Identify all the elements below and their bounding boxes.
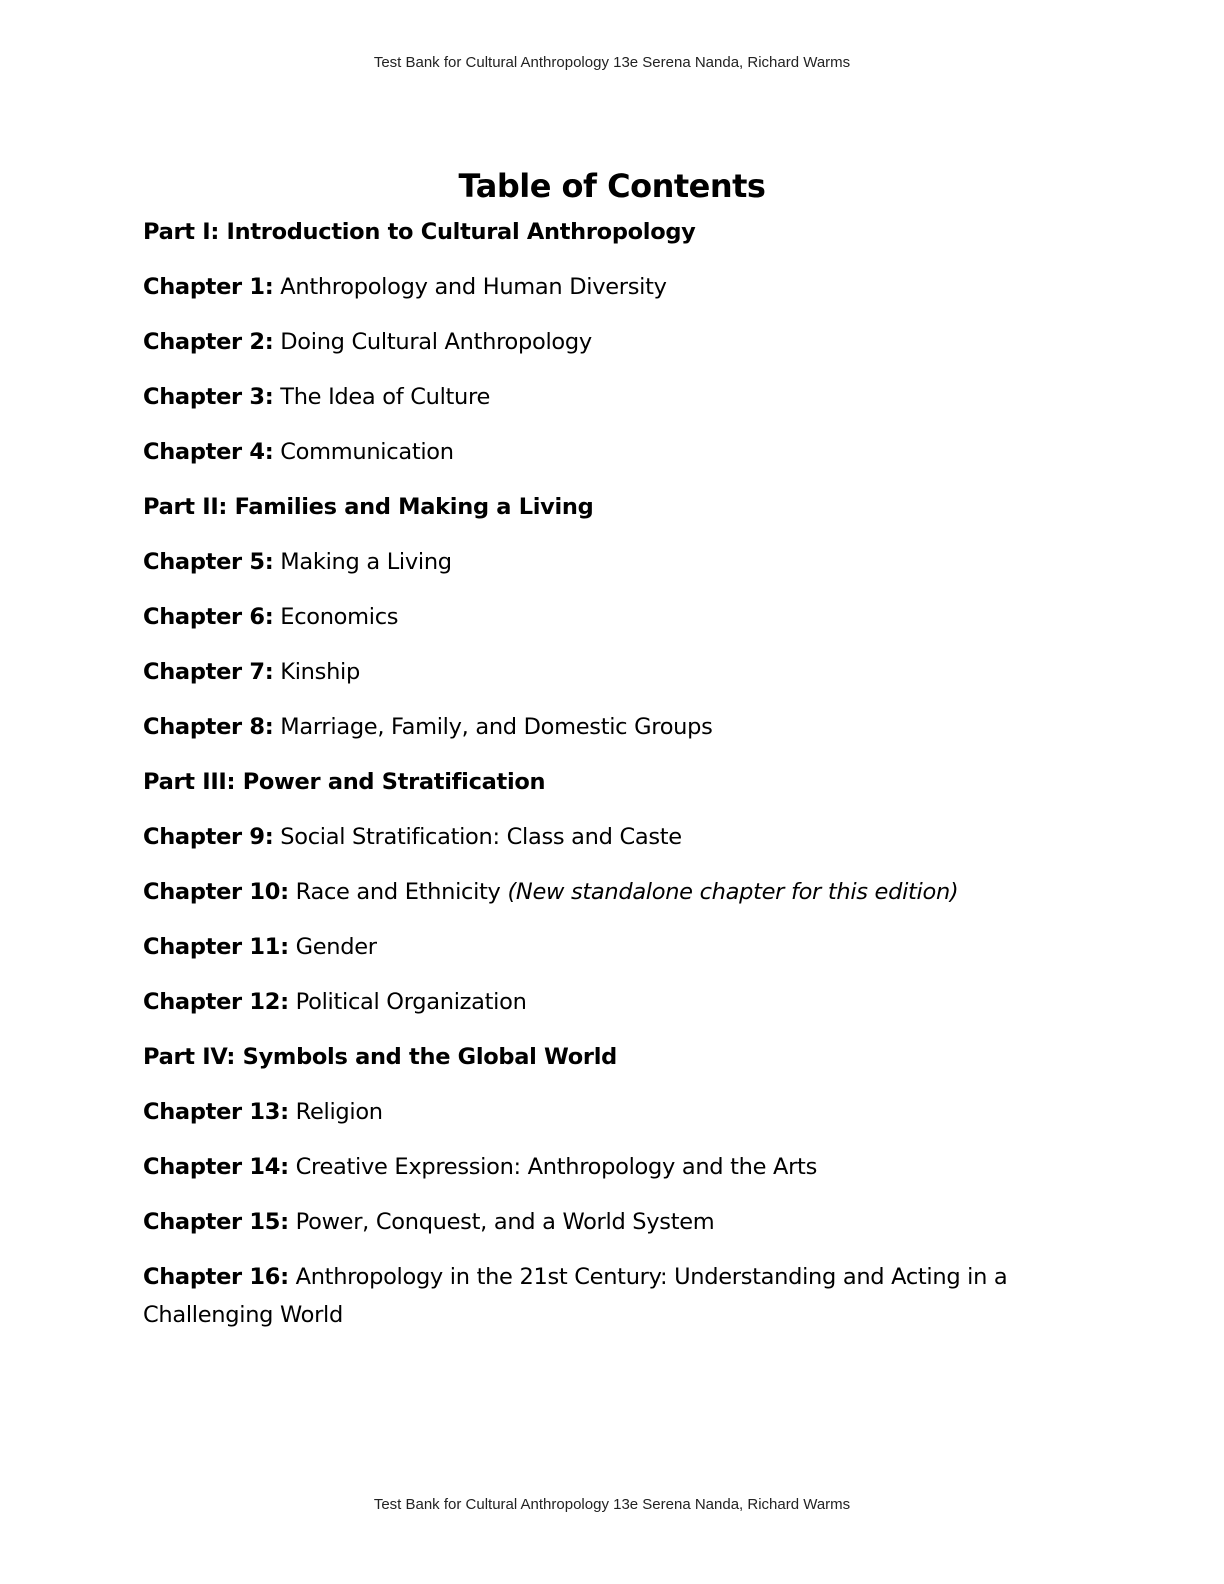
toc-chapter-15 (143, 1203, 1043, 1258)
toc-chapter-13 (143, 1093, 1043, 1148)
toc-chapter-note: (New standalone chapter for this edition) (507, 879, 959, 905)
toc-part-4 (143, 1038, 1043, 1093)
toc-chapter-9 (143, 818, 1043, 873)
page-title: Table of Contents (458, 167, 766, 206)
toc-chapter-7 (143, 653, 1043, 708)
toc-chapter-title: Creative Expression: Anthropology and the Arts (288, 1154, 817, 1180)
toc-chapter-title: Gender (288, 934, 377, 960)
toc-chapter-label: Chapter 1: (143, 274, 274, 300)
toc-chapter-title: The Idea of Culture (273, 384, 491, 410)
toc-chapter-4 (143, 433, 1043, 488)
toc-chapter-label: Chapter 9: (143, 824, 274, 850)
running-footer: Test Bank for Cultural Anthropology 13e Serena Nanda, Richard Warms (373, 1496, 851, 1513)
toc-chapter-label: Chapter 16: (143, 1264, 289, 1290)
toc-chapter-label: Chapter 8: (143, 714, 274, 740)
toc-list (143, 213, 1043, 1334)
toc-chapter-title: Kinship (273, 659, 360, 685)
toc-chapter-title: Economics (273, 604, 399, 630)
toc-part-1 (143, 213, 1043, 268)
toc-chapter-title: Marriage, Family, and Domestic Groups (273, 714, 713, 740)
toc-chapter-1 (143, 268, 1043, 323)
toc-chapter-label: Chapter 3: (143, 384, 274, 410)
toc-chapter-title: Power, Conquest, and a World System (288, 1209, 715, 1235)
toc-chapter-title: Communication (273, 439, 454, 465)
toc-part-3 (143, 763, 1043, 818)
toc-chapter-14 (143, 1148, 1043, 1203)
toc-chapter-title: Anthropology and Human Diversity (273, 274, 667, 300)
toc-chapter-label: Chapter 7: (143, 659, 274, 685)
toc-chapter-label: Chapter 5: (143, 549, 274, 575)
toc-chapter-title: Religion (288, 1099, 383, 1125)
toc-chapter-5 (143, 543, 1043, 598)
toc-chapter-11 (143, 928, 1043, 983)
toc-chapter-title: Race and Ethnicity (288, 879, 508, 905)
toc-chapter-2 (143, 323, 1043, 378)
toc-chapter-label: Chapter 2: (143, 329, 274, 355)
toc-chapter-label: Chapter 15: (143, 1209, 289, 1235)
toc-chapter-title: Social Stratification: Class and Caste (273, 824, 682, 850)
toc-chapter-6 (143, 598, 1043, 653)
toc-chapter-title: Anthropology in the 21st Century: Understanding and Acting in a Challenging World (143, 1264, 1008, 1328)
toc-chapter-title: Doing Cultural Anthropology (273, 329, 592, 355)
toc-chapter-title: Political Organization (288, 989, 527, 1015)
toc-chapter-12 (143, 983, 1043, 1038)
toc-chapter-label: Chapter 13: (143, 1099, 289, 1125)
toc-chapter-label: Chapter 12: (143, 989, 289, 1015)
toc-chapter-label: Chapter 11: (143, 934, 289, 960)
toc-chapter-label: Chapter 14: (143, 1154, 289, 1180)
toc-chapter-8 (143, 708, 1043, 763)
toc-chapter-3 (143, 378, 1043, 433)
toc-chapter-16 (143, 1258, 1023, 1334)
toc-part-label: Part II: Families and Making a Living (143, 494, 594, 520)
toc-chapter-label: Chapter 4: (143, 439, 274, 465)
toc-part-label: Part IV: Symbols and the Global World (143, 1044, 617, 1070)
toc-part-label: Part III: Power and Stratification (143, 769, 546, 795)
toc-chapter-label: Chapter 10: (143, 879, 289, 905)
toc-chapter-10 (143, 873, 1043, 928)
toc-chapter-label: Chapter 6: (143, 604, 274, 630)
toc-chapter-title: Making a Living (273, 549, 452, 575)
running-header: Test Bank for Cultural Anthropology 13e Serena Nanda, Richard Warms (373, 54, 851, 71)
toc-part-label: Part I: Introduction to Cultural Anthropology (143, 219, 696, 245)
toc-part-2 (143, 488, 1043, 543)
